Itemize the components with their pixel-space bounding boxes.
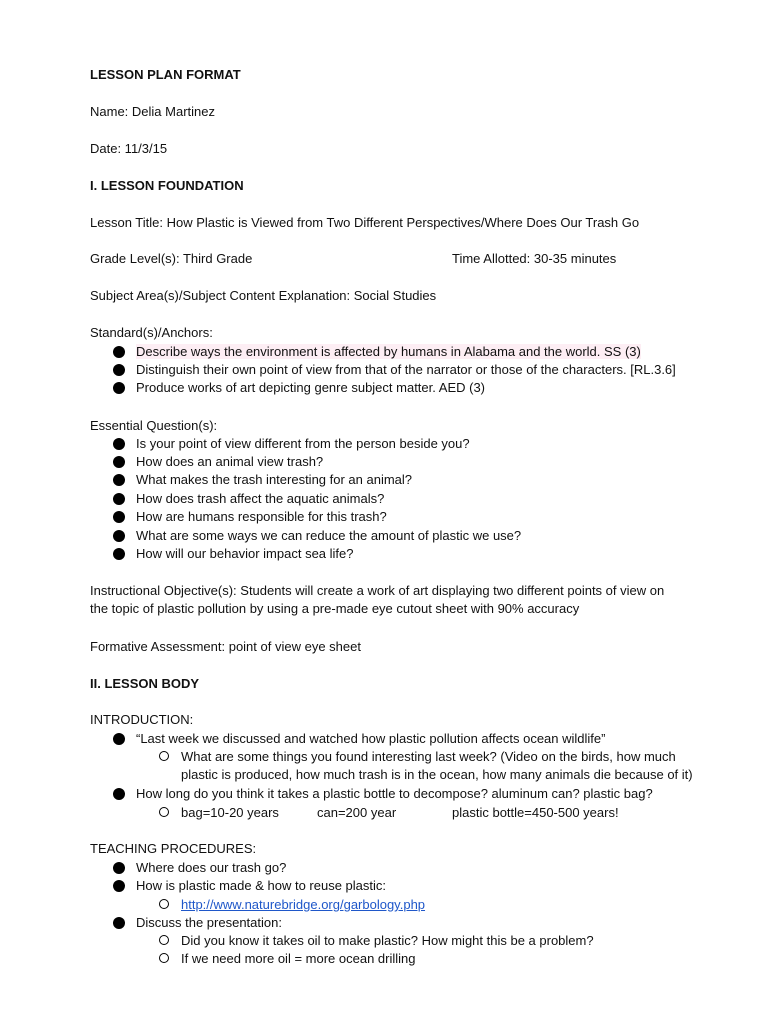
bullet-icon <box>113 438 125 450</box>
teaching-bullet: How is plastic made & how to reuse plastic: <box>136 878 386 893</box>
circle-bullet-icon <box>159 935 169 945</box>
bullet-icon <box>113 788 125 800</box>
circle-bullet-icon <box>159 751 169 761</box>
name-line: Name: Delia Martinez <box>90 104 215 119</box>
teaching-bullet: Where does our trash go? <box>136 860 287 875</box>
grade-level-line: Grade Level(s): Third Grade <box>90 251 253 266</box>
document-title: LESSON PLAN FORMAT <box>90 67 241 82</box>
question-item: How does trash affect the aquatic animals? <box>136 491 385 506</box>
bullet-icon <box>113 346 125 358</box>
circle-bullet-icon <box>159 807 169 817</box>
objective-line: Instructional Objective(s): Students will create a work of art displaying two different points of view on <box>90 583 665 598</box>
decompose-bottle: plastic bottle=450-500 years! <box>452 805 619 820</box>
bullet-icon <box>113 456 125 468</box>
essential-questions-label: Essential Question(s): <box>90 418 218 433</box>
bullet-icon <box>113 733 125 745</box>
lesson-title-line: Lesson Title: How Plastic is Viewed from Two Different Perspectives/Where Does Our Trash Go <box>90 215 640 230</box>
bullet-icon <box>113 364 125 376</box>
circle-bullet-icon <box>159 953 169 963</box>
intro-sub-bullet: What are some things you found interesting last week? (Video on the birds, how much <box>181 749 676 764</box>
lesson-foundation-heading: I. LESSON FOUNDATION <box>90 178 244 193</box>
standards-label: Standard(s)/Anchors: <box>90 325 213 340</box>
teaching-sub-bullet: Did you know it takes oil to make plastic? How might this be a problem? <box>181 933 594 948</box>
bullet-icon <box>113 474 125 486</box>
intro-bullet: How long do you think it takes a plastic bottle to decompose? aluminum can? plastic bag? <box>136 786 653 801</box>
standard-item: Produce works of art depicting genre subject matter. AED (3) <box>136 380 486 395</box>
bullet-icon <box>113 880 125 892</box>
subject-area-line: Subject Area(s)/Subject Content Explanation: Social Studies <box>90 288 437 303</box>
teaching-procedures-label: TEACHING PROCEDURES: <box>90 841 257 856</box>
formative-assessment-line: Formative Assessment: point of view eye sheet <box>90 639 361 654</box>
bullet-icon <box>113 511 125 523</box>
objective-line: the topic of plastic pollution by using a pre-made eye cutout sheet with 90% accuracy <box>90 601 580 616</box>
teaching-bullet: Discuss the presentation: <box>136 915 282 930</box>
lesson-body-heading: II. LESSON BODY <box>90 676 200 691</box>
decompose-bag: bag=10-20 years <box>181 805 279 820</box>
bullet-icon <box>113 917 125 929</box>
intro-bullet: “Last week we discussed and watched how plastic pollution affects ocean wildlife” <box>136 731 606 746</box>
decompose-can: can=200 year <box>317 805 397 820</box>
bullet-icon <box>113 530 125 542</box>
bullet-icon <box>113 493 125 505</box>
bullet-icon <box>113 862 125 874</box>
introduction-label: INTRODUCTION: <box>90 712 194 727</box>
standard-item: Describe ways the environment is affected by humans in Alabama and the world. SS (3) <box>136 344 641 359</box>
question-item: How does an animal view trash? <box>136 454 324 469</box>
question-item: What are some ways we can reduce the amount of plastic we use? <box>136 528 522 543</box>
date-line: Date: 11/3/15 <box>90 141 168 156</box>
time-allotted-line: Time Allotted: 30-35 minutes <box>452 251 617 266</box>
circle-bullet-icon <box>159 899 169 909</box>
question-item: What makes the trash interesting for an animal? <box>136 472 413 487</box>
question-item: How will our behavior impact sea life? <box>136 546 354 561</box>
question-item: How are humans responsible for this trash? <box>136 509 387 524</box>
standard-item: Distinguish their own point of view from that of the narrator or those of the characters. [RL.3.6] <box>136 362 676 377</box>
garbology-link[interactable]: http://www.naturebridge.org/garbology.php <box>181 897 426 912</box>
bullet-icon <box>113 382 125 394</box>
question-item: Is your point of view different from the person beside you? <box>136 436 470 451</box>
bullet-icon <box>113 548 125 560</box>
intro-sub-bullet-continuation: plastic is produced, how much trash is in the ocean, how many animals die because of it) <box>181 767 693 782</box>
teaching-sub-bullet: If we need more oil = more ocean drilling <box>181 951 416 966</box>
